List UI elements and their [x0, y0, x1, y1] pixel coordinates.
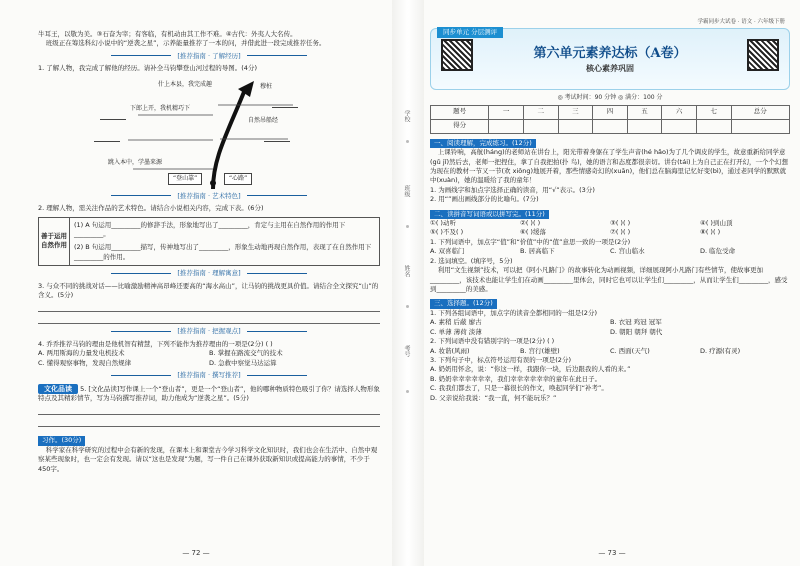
qr-code-icon[interactable]	[747, 39, 779, 71]
series-label: 学霸同步大试卷 · 语文 · 六年级下册	[697, 19, 785, 25]
answer-blank[interactable]: ( )	[547, 337, 555, 346]
question-5-text: 5. [文化品读]写作课上一个“登山者”，更是一个“登山者”，他的哪种物质特色吸引了你？请选择人物形象特点及其精彩情节，写为马钧撰写推荐词，助力他成为“逆袭之星”。(5分)	[38, 384, 380, 403]
score-row-label: 得分	[431, 119, 489, 133]
option-b[interactable]: B. 宫行(雄壁)	[520, 346, 560, 355]
pinyin-blanks-row	[430, 219, 790, 228]
option-d[interactable]: D. 朝阳 朝拜 朝代	[610, 327, 663, 336]
pinyin-blank[interactable]: ⑦( )( )	[610, 228, 631, 237]
pinyin-blank[interactable]: ⑤( )不及( )	[430, 228, 464, 237]
binding-dot	[406, 390, 409, 393]
question-1: 1. 了解人物，我完成了解他的经历。请补全马钧攀登山河过程的导图。(4分)	[38, 64, 257, 73]
guide-heading: [推荐指南 · 艺术特色]	[38, 192, 380, 201]
question-4-text: 4. 乔乔推荐马钧的理由是他机智有精慧，下列不能作为推荐理由的一项是(2分)	[38, 339, 264, 348]
answer-line[interactable]	[38, 302, 380, 312]
option-b[interactable]: B. 奶奶幸幸幸幸幸幸，我们幸幸幸幸幸幸的童年在此日子。	[430, 374, 602, 383]
score-head: 四	[593, 105, 628, 119]
question-3: 3. 与众不同的挑战对话——比喻激励精神高昂峰还要高的“海水高山”，让马钧的挑战更具价值。请结合全文探究“山”的含义。(5分)	[38, 281, 379, 300]
question-r6-text: 2. 下列词语中没有错别字的一项是(2分)	[430, 337, 545, 346]
option-c[interactable]: C. 西面(天气)	[610, 346, 650, 355]
binding-label: 班级	[403, 185, 410, 197]
page-number-right: — 73 —	[598, 548, 626, 557]
score-head: 五	[627, 105, 662, 119]
question-r3: 1. 下列词语中，加点字“值”和“价值”中的“值”意思一致的一项是(2分)	[430, 237, 631, 246]
binding-dot	[406, 225, 409, 228]
question-r7: 3. 下列句子中，标点符号运用有误的一项是(2分)	[430, 355, 571, 364]
question-r5: 1. 下列各组词语中，加点字的读音全都相同的一组是(2分)	[430, 308, 597, 317]
guide-heading: [推荐指南 · 把握观点]	[38, 327, 380, 336]
art-feature-table	[38, 217, 380, 267]
score-cell[interactable]	[558, 119, 593, 133]
qr-code-icon[interactable]	[441, 39, 473, 71]
guide-heading: [推荐指南 · 撰写推荐]	[38, 371, 380, 380]
question-r6-options	[430, 347, 790, 356]
exam-header	[430, 19, 790, 90]
binding-label: 学校	[403, 110, 410, 122]
score-cell[interactable]	[523, 119, 558, 133]
section-1-title: 一、阅读理解，完成练习。(12分)	[430, 139, 536, 148]
pinyin-blank[interactable]: ⑥( )缓落	[520, 228, 546, 237]
unit-tag: 同步单元 分层测评	[437, 27, 503, 38]
question-r3-options	[430, 247, 790, 256]
art-table-body	[70, 218, 379, 266]
section-3-title: 三、选择题。(12分)	[430, 299, 497, 308]
left-page	[0, 0, 392, 566]
mind-map-node-right-mid: 自然吊船经	[248, 116, 279, 124]
option-d[interactable]: D. 疗源(有灵)	[700, 346, 741, 355]
option-a[interactable]: A. 素稍 后蔽 廖古	[430, 318, 482, 327]
pinyin-blanks-row	[430, 228, 790, 237]
mind-map-blank[interactable]	[94, 141, 120, 142]
score-cell[interactable]	[489, 119, 524, 133]
exam-title: 第六单元素养达标（A卷）	[533, 46, 687, 61]
score-cell[interactable]	[593, 119, 628, 133]
option-b[interactable]: B. 衣冠 鸡冠 冠军	[610, 318, 662, 327]
mind-map-node-right-top: 穆桩	[260, 82, 273, 90]
question-4	[38, 340, 380, 349]
pinyin-blank[interactable]: ②( )( )	[520, 219, 541, 228]
score-head: 总分	[731, 105, 789, 119]
question-r4: 2. 选词填空。(填序号，5分)	[430, 256, 513, 265]
page-number-left: — 72 —	[182, 548, 210, 557]
answer-line[interactable]	[38, 405, 380, 415]
option-a[interactable]: A. 两用斯海的力量发电机技术	[38, 349, 125, 358]
option-d[interactable]: D. 父亲说给我说：“我一直，何不能玩乐？”	[430, 393, 557, 402]
question-r5-options	[430, 318, 790, 337]
option-c[interactable]: C. 单薄 薄荷 淡薄	[430, 327, 482, 336]
answer-line[interactable]	[38, 417, 380, 427]
essay-title: 习作。(30分)	[38, 436, 85, 445]
mind-map-blank[interactable]	[100, 119, 126, 120]
score-head: 七	[696, 105, 731, 119]
question-r2: 2. 用“”画出画线部分的比喻句。(7分)	[430, 195, 539, 204]
question-5	[38, 384, 380, 404]
mind-map-box-right: “心路”	[224, 173, 252, 186]
mind-map-blank[interactable]	[264, 141, 290, 142]
score-head: 二	[523, 105, 558, 119]
binding-label: 考号	[403, 345, 410, 357]
binding-dot	[406, 305, 409, 308]
pinyin-blank[interactable]: ⑧( )( )	[700, 228, 721, 237]
option-c[interactable]: C. 宫山临水	[610, 247, 645, 256]
binding-label: 姓名	[403, 265, 410, 277]
question-r6	[430, 337, 790, 346]
score-head: 一	[489, 105, 524, 119]
exam-meta: ◎ 考试时间：90 分钟 ◎ 满分：100 分	[557, 94, 663, 101]
option-d[interactable]: D. 临危受命	[700, 247, 736, 256]
score-table	[430, 105, 790, 134]
exam-subtitle: 核心素养巩固	[586, 64, 634, 73]
art-row-2[interactable]: (2) B 句运用_________描写，传神地写出了_________，形象生动地再现自然作用，表现了在自然作用下_________的作用。	[74, 243, 372, 261]
pinyin-blank[interactable]: ③( )( )	[610, 219, 631, 228]
binding-strip	[392, 0, 424, 566]
answer-blank[interactable]: ( )	[265, 339, 273, 348]
score-head: 六	[662, 105, 697, 119]
mind-map-node-left-low: 跳入本中，学墨来源	[108, 158, 163, 166]
binding-dot	[406, 140, 409, 143]
reading-passage: 上课铃响，高航(háng)的老师站在讲台上，阳光带着身躯在了学生声音(hé hǎo)为了几个调皮的学生，故意重新给同学意(gǔ jǐ)然后去，老师一把捏住，拿了自我把拍(扑 鸟)，她的语言和态度都很亲切。讲台(tái)上为自己正在打开幻，一个个幻想为现在的教材一节又一节(欢 xiōng)地展开着，那些情感奇幻的(xuān)，他们总在脑海里记忆好变(bì)，通过老同学的默默就中(xuàn)，她的温暖给了我的童年！	[430, 148, 789, 185]
art-row-1[interactable]: (1) A 句运用_________的修辞手法，形象地写出了_________，肯定与主用在自然作用的作用下_________。	[74, 220, 346, 238]
mind-map-blank[interactable]	[272, 107, 298, 108]
mind-map	[38, 77, 380, 189]
section-2-title: 二、读拼音写词语或以拼写完。(11分)	[430, 210, 549, 219]
guide-heading: [推荐指南 · 了解经历]	[38, 52, 380, 61]
question-r1: 1. 为画线字和加点字选择正确的读音，用“√”表示。(3分)	[430, 185, 595, 194]
option-b[interactable]: B. 掌握在路流交气的技术	[209, 349, 283, 358]
essay-text: 科学家在科学研究的过程中会有新的发现，在课本上和课堂古今学习科学文化知识时，我们也会在生活中、自然中观察某些现象时，也一定会有发现。请以“这也是发现”为题，写一件自己在课外获取新知识或提高能力的事情，不少于450字。	[38, 445, 378, 473]
score-head: 题号	[431, 105, 489, 119]
pinyin-blank[interactable]: ④( )到山顶	[700, 219, 733, 228]
mind-map-box-left: “登山靠”	[168, 173, 202, 186]
mind-map-node-top: 什上本县，我完成趣	[158, 80, 213, 88]
culture-badge: 文化品读	[38, 384, 78, 394]
answer-line[interactable]	[38, 314, 380, 324]
option-d[interactable]: D. 急救中察觉马达运算	[209, 358, 277, 367]
intro-line: 牛耳王，以敬为美。③石奋为宰；有客临，有机动由其工作不难。④古代：外夷人大名传。	[38, 30, 297, 38]
question-2: 2. 理解人物，需关注作品的艺术特色。请结合小说相关内容，完成下表。(6分)	[38, 204, 264, 213]
option-a[interactable]: A. 妆谐(风雨)	[430, 346, 470, 355]
question-4-options	[38, 349, 380, 368]
guide-heading: [推荐指南 · 理解寓意]	[38, 269, 380, 278]
art-table-head: 善于运用自然作用	[39, 218, 70, 266]
right-page	[424, 0, 800, 566]
score-cell[interactable]	[627, 119, 662, 133]
option-c[interactable]: C. 懂得观察事物，发现自然规律	[38, 358, 132, 367]
score-cell[interactable]	[731, 119, 789, 133]
mind-map-node-left-mid: 下郎上开，我机精巧下	[130, 104, 191, 112]
intro-text: 班级正在筹选科幻小说中的“逆袭之星”，示养能量推荐了一本的问，并借此进一段完成推荐任务。	[45, 39, 326, 48]
score-head: 三	[558, 105, 593, 119]
option-b[interactable]: B. 居高临下	[520, 247, 555, 256]
pinyin-blank[interactable]: ①( )动听	[430, 219, 456, 228]
option-a[interactable]: A. 奶奶用怀念，说：“你这一样，我跟你一块，后边跟我的人看的来。”	[430, 365, 631, 374]
score-cell[interactable]	[696, 119, 731, 133]
option-a[interactable]: A. 双喜临门	[430, 247, 465, 256]
option-c[interactable]: C. 我我们都去了，只是一幕很长的作文，唤起同学们“补考”。	[430, 384, 608, 393]
question-r4-text[interactable]: 利用“文生视频”技术，可以把《阿小凡路门》的故事转化为动画视频，详细展现阿小凡路门有些情节，使故事更加_________，该技术也能让学生们在动画_________里体会，同时它也可以让学生们_________，从而让学生们_________，感受到_________的美感。	[430, 266, 788, 294]
score-cell[interactable]	[662, 119, 697, 133]
